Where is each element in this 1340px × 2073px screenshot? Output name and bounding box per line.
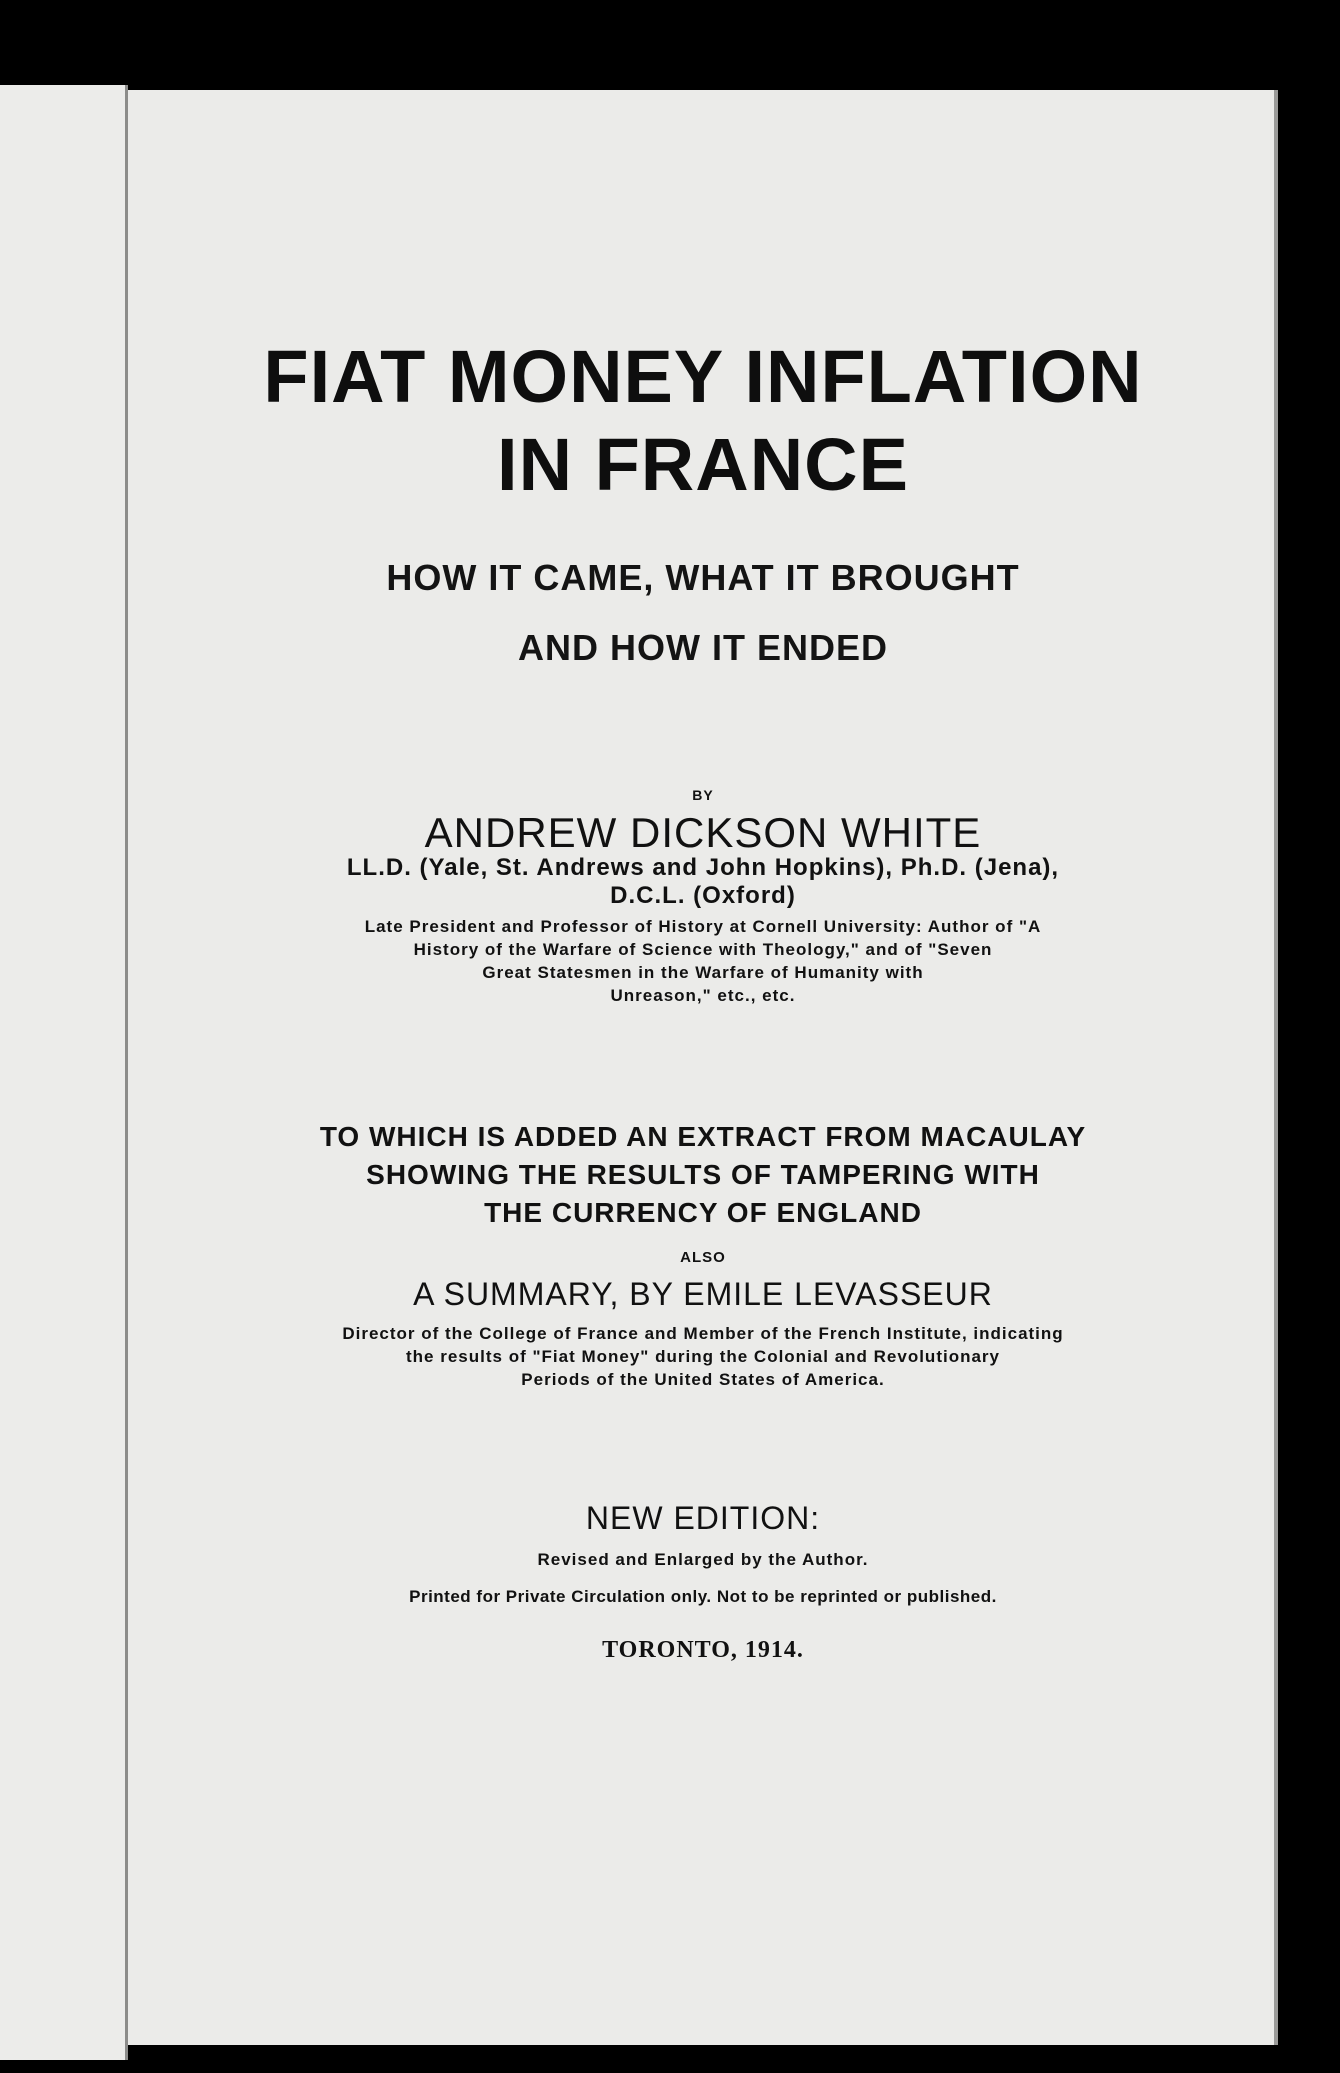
subtitle-line-2: AND HOW IT ENDED [518,627,888,668]
summary-description-line-1: Director of the College of France and Member of the French Institute, indicating [342,1324,1064,1343]
printed-note: Printed for Private Circulation only. Not to be reprinted or published. [409,1587,997,1606]
subtitle-line-1: HOW IT CAME, WHAT IT BROUGHT [386,557,1020,598]
book-title-line-2: IN FRANCE [497,423,909,506]
extract-line-2: SHOWING THE RESULTS OF TAMPERING WITH [366,1159,1040,1190]
book-title-line-1: FIAT MONEY INFLATION [263,335,1143,418]
author-description-line-3: Great Statesmen in the Warfare of Humanity with [482,963,924,982]
title-page [128,90,1278,2045]
summary-description-line-2: the results of "Fiat Money" during the Colonial and Revolutionary [406,1347,1000,1366]
extract-line-1: TO WHICH IS ADDED AN EXTRACT FROM MACAULAY [319,1121,1087,1152]
place-and-date: TORONTO, 1914. [602,1637,804,1663]
summary-description-line-3: Periods of the United States of America. [521,1370,885,1389]
edition-label: NEW EDITION: [585,1500,821,1536]
author-description-line-1: Late President and Professor of History at Cornell University: Author of "A [364,917,1042,936]
author-description-line-4: Unreason," etc., etc. [610,986,796,1005]
author-name: ANDREW DICKSON WHITE [424,809,982,856]
summary-heading: A SUMMARY, BY EMILE LEVASSEUR [413,1276,993,1312]
also-label: ALSO [680,1249,726,1266]
author-description-line-2: History of the Warfare of Science with Theology," and of "Seven [413,940,993,959]
by-label: BY [692,787,714,803]
revised-note: Revised and Enlarged by the Author. [537,1550,869,1569]
left-page-edge [0,85,128,2060]
extract-line-3: THE CURRENCY OF ENGLAND [484,1197,922,1228]
author-degrees-line-1: LL.D. (Yale, St. Andrews and John Hopkins), Ph.D. (Jena), [346,854,1060,881]
author-degrees-line-2: D.C.L. (Oxford) [610,882,796,909]
